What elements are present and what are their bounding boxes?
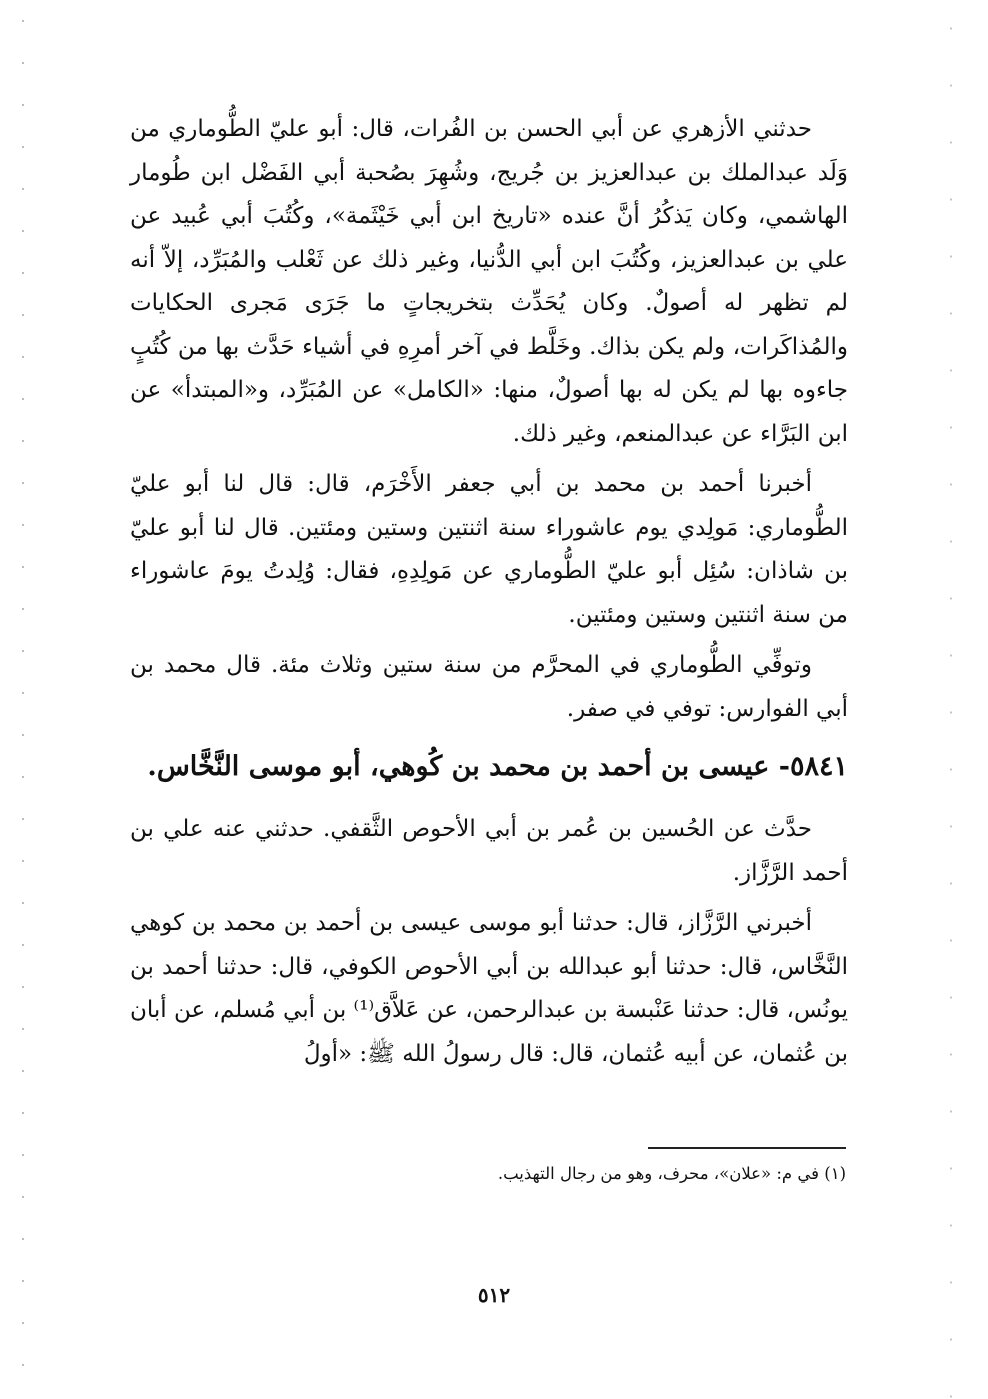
paragraph-entry-hadith: أخبرني الرَّزَّاز، قال: حدثنا أبو موسى عيسى بن أحمد بن محمد بن كوهي النَّخَّاس، قال: حدثنا أبو عبدالله بن أبي الأحوص الكوفي، قال: حدثنا أحمد بن يونُس، قال: حدثنا عَنْبسة بن عبدالرحمن، عن عَلاَّق⁽¹⁾ بن أبي مُسلم، عن أبان بن عُثمان، عن أبيه عُثمان، قال: قال رسولُ الله ﷺ: «أولُ (130, 910, 848, 1067)
footnote: (١) في م: «علان»، محرف، وهو من رجال التهذيب. (497, 1164, 846, 1183)
scan-margin-dots-left (22, 0, 24, 1399)
footnote-separator (648, 1147, 846, 1149)
page-number: ٥١٢ (477, 1283, 511, 1307)
paragraph-entry-narration: حدَّث عن الحُسين بن عُمر بن أبي الأحوص الثَّقفي. حدثني عنه علي بن أحمد الرَّزَّاز. (130, 816, 848, 886)
page-body (130, 108, 848, 1083)
paragraph-death: وتوفِّي الطُّوماري في المحرَّم من سنة ستين وثلاث مئة. قال محمد بن أبي الفوارس: توفي في صفر. (130, 652, 848, 722)
paragraph-biography: حدثني الأزهري عن أبي الحسن بن الفُرات، قال: أبو عليّ الطُّوماري من وَلَد عبدالملك بن عبدالعزيز بن جُريج، وشُهِرَ بصُحبة أبي الفَضْل ابن طُومار الهاشمي، وكان يَذكُرُ أنَّ عنده «تاريخ ابن أبي خَيْثَمة»، وكُتُبَ أبي عُبيد عن علي بن عبدالعزيز، وكُتُبَ ابن أبي الدُّنيا، وغير ذلك عن ثَعْلب والمُبَرِّد، إلاّ أنه لم تظهر له أصولٌ. وكان يُحَدِّث بتخريجاتٍ ما جَرَى مَجرى الحكايات والمُذاكَرات، ولم يكن بذاك. وخَلَّط في آخر أمرِهِ في أشياء حَدَّث بها من كُتُبٍ جاءوه بها لم يكن له بها أصولٌ، منها: «الكامل» عن المُبَرِّد، و«المبتدأ» عن ابن البَرَّاء عن عبدالمنعم، وغير ذلك. (130, 116, 848, 447)
entry-heading: ٥٨٤١- عيسى بن أحمد بن محمد بن كُوهي، أبو موسى النَّخَّاس. (147, 751, 848, 782)
paragraph-birth: أخبرنا أحمد بن محمد بن أبي جعفر الأَخْرَم، قال: قال لنا أبو عليّ الطُّوماري: مَولِدي يوم عاشوراء سنة اثنتين وستين ومئتين. قال لنا أبو عليّ بن شاذان: سُئِل أبو عليّ الطُّوماري عن مَولِدِهِ، فقال: وُلِدتُ يومَ عاشوراء من سنة اثنتين وستين ومئتين. (130, 471, 848, 628)
scan-margin-dots-right (950, 0, 952, 1399)
